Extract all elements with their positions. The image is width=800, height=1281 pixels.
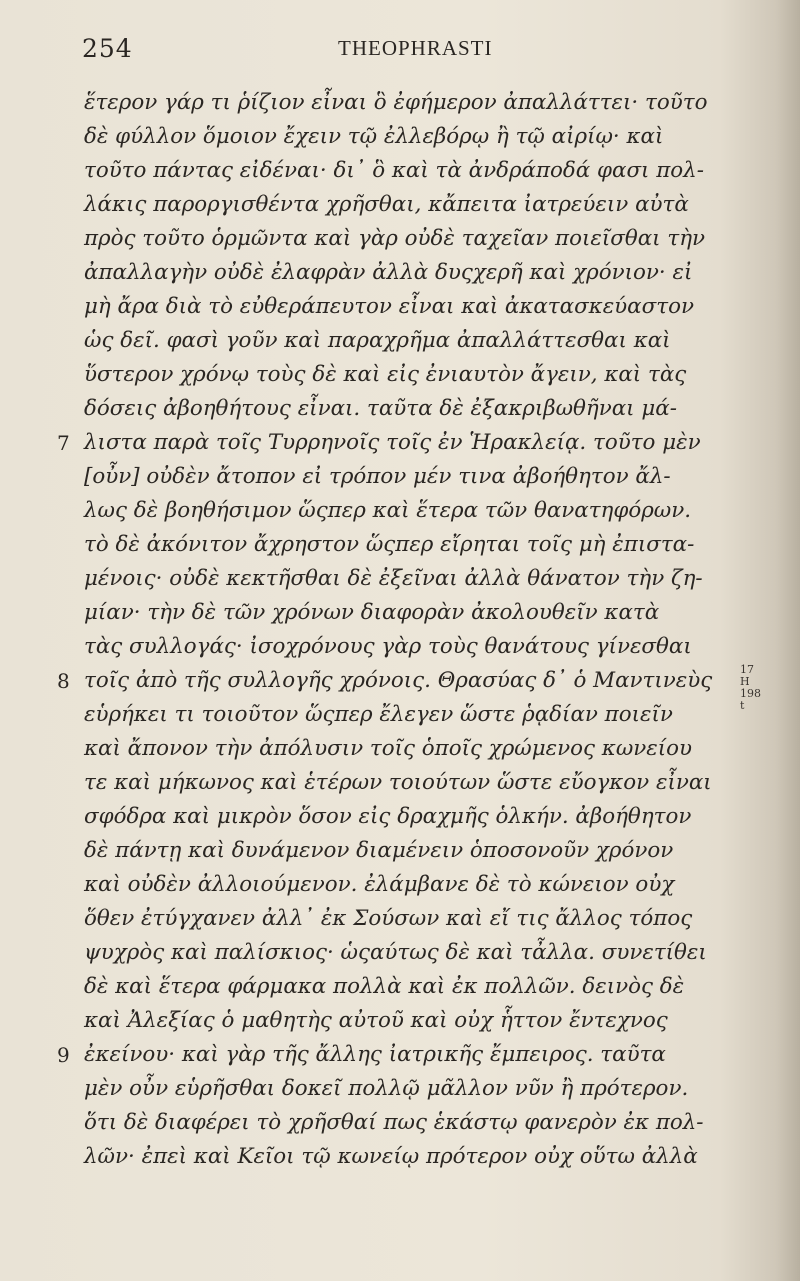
text-line bbox=[84, 562, 770, 596]
text-line bbox=[84, 154, 770, 188]
line-text: ὡς δεῖ. φασὶ γοῦν καὶ παραχρῆμα ἀπαλλάττεσθαι καὶ bbox=[84, 328, 671, 353]
running-head bbox=[82, 34, 722, 70]
text-line bbox=[84, 970, 770, 1004]
page-number: 254 bbox=[82, 34, 133, 63]
margin-reference-line: 17 H bbox=[740, 663, 754, 688]
text-line bbox=[84, 324, 770, 358]
text-line bbox=[84, 494, 770, 528]
text-line bbox=[84, 630, 770, 664]
line-text: ἀπαλλαγὴν οὐδὲ ἐλαφρὰν ἀλλὰ δυςχερῆ καὶ χρόνιον· εἰ bbox=[84, 260, 693, 285]
line-text: δὲ φύλλον ὅμοιον ἔχειν τῷ ἐλλεβόρῳ ἢ τῷ αἰρίῳ· καὶ bbox=[84, 124, 664, 149]
text-line bbox=[84, 936, 770, 970]
text-line bbox=[84, 800, 770, 834]
line-text: λως δὲ βοηθήσιμον ὥςπερ καὶ ἕτερα τῶν θανατηφόρων. bbox=[84, 498, 692, 523]
text-line bbox=[57, 1038, 770, 1072]
line-text: μὲν οὖν εὑρῆσθαι δοκεῖ πολλῷ μᾶλλον νῦν ἢ πρότερον. bbox=[84, 1076, 689, 1101]
text-line bbox=[84, 868, 770, 902]
text-line bbox=[84, 358, 770, 392]
text-line bbox=[84, 1140, 770, 1174]
line-text: ὅθεν ἐτύγχανεν ἀλλ᾽ ἐκ Σούσων καὶ εἴ τις ἄλλος τόπος bbox=[84, 906, 693, 931]
line-text: καὶ οὐδὲν ἀλλοιούμενον. ἐλάμβανε δὲ τὸ κώνειον οὐχ bbox=[84, 872, 675, 897]
line-text: μένοις· οὐδὲ κεκτῆσθαι δὲ ἐξεῖναι ἀλλὰ θάνατον τὴν ζη- bbox=[84, 566, 703, 591]
text-line bbox=[84, 1072, 770, 1106]
text-line bbox=[84, 222, 770, 256]
text-line bbox=[84, 188, 770, 222]
line-text: ψυχρὸς καὶ παλίσκιος· ὡςαύτως δὲ καὶ τἆλλα. συνετίθει bbox=[84, 940, 707, 965]
text-line bbox=[84, 902, 770, 936]
line-text: τε καὶ μήκωνος καὶ ἑτέρων τοιούτων ὥστε εὔογκον εἶναι bbox=[84, 770, 712, 795]
text-line bbox=[84, 766, 770, 800]
text-line bbox=[84, 120, 770, 154]
line-text: τοῖς ἀπὸ τῆς συλλογῆς χρόνοις. Θρασύας δ᾽ ὁ Μαντινεὺς bbox=[84, 668, 713, 693]
text-line bbox=[57, 426, 770, 460]
line-text: καὶ Ἀλεξίας ὁ μαθητὴς αὐτοῦ καὶ οὐχ ἧττον ἔντεχνος bbox=[84, 1008, 668, 1033]
line-text: σφόδρα καὶ μικρὸν ὅσον εἰς δραχμῆς ὁλκήν. ἀβοήθητον bbox=[84, 804, 692, 829]
text-line bbox=[84, 528, 770, 562]
section-number: 8 bbox=[57, 669, 70, 693]
section-number: 9 bbox=[57, 1043, 70, 1067]
text-line bbox=[84, 290, 770, 324]
line-text: ἐκείνου· καὶ γὰρ τῆς ἄλλης ἰατρικῆς ἔμπειρος. ταῦτα bbox=[84, 1042, 666, 1067]
line-text: δόσεις ἀβοηθήτους εἶναι. ταῦτα δὲ ἐξακριβωθῆναι μά- bbox=[84, 396, 677, 421]
text-line bbox=[84, 834, 770, 868]
line-text: τοῦτο πάντας εἰδέναι· δι᾽ ὃ καὶ τὰ ἀνδράποδά φασι πολ- bbox=[84, 158, 704, 183]
text-line bbox=[84, 1106, 770, 1140]
line-text: πρὸς τοῦτο ὁρμῶντα καὶ γὰρ οὐδὲ ταχεῖαν ποιεῖσθαι τὴν bbox=[84, 226, 706, 251]
greek-text-body bbox=[57, 86, 770, 1174]
line-text: δὲ καὶ ἕτερα φάρμακα πολλὰ καὶ ἐκ πολλῶν. δεινὸς δὲ bbox=[84, 974, 685, 999]
text-line bbox=[57, 664, 770, 698]
line-text: τὰς συλλογάς· ἰσοχρόνους γὰρ τοὺς θανάτους γίνεσθαι bbox=[84, 634, 692, 659]
line-text: ἕτερον γάρ τι ῥίζιον εἶναι ὃ ἐφήμερον ἀπαλλάττει· τοῦτο bbox=[84, 90, 708, 115]
margin-reference bbox=[740, 664, 764, 712]
line-text: μὴ ἄρα διὰ τὸ εὐθεράπευτον εἶναι καὶ ἀκατασκεύαστον bbox=[84, 294, 694, 319]
text-line bbox=[84, 392, 770, 426]
text-line bbox=[84, 596, 770, 630]
text-line bbox=[84, 732, 770, 766]
line-text: λῶν· ἐπεὶ καὶ Κεῖοι τῷ κωνείῳ πρότερον οὐχ οὕτω ἀλλὰ bbox=[84, 1144, 698, 1169]
margin-reference-line: 198 t bbox=[740, 687, 761, 712]
line-text: εὑρήκει τι τοιοῦτον ὥςπερ ἔλεγεν ὥστε ῥᾳδίαν ποιεῖν bbox=[84, 702, 673, 727]
line-text: ὕστερον χρόνῳ τοὺς δὲ καὶ εἰς ἐνιαυτὸν ἄγειν, καὶ τὰς bbox=[84, 362, 687, 387]
line-text: λιστα παρὰ τοῖς Τυρρηνοῖς τοῖς ἐν Ἡρακλείᾳ. τοῦτο μὲν bbox=[84, 430, 701, 455]
line-text: λάκις παροργισθέντα χρῆσθαι, κἄπειτα ἰατρεύειν αὐτὰ bbox=[84, 192, 689, 217]
text-line bbox=[84, 256, 770, 290]
line-text: τὸ δὲ ἀκόνιτον ἄχρηστον ὥςπερ εἴρηται τοῖς μὴ ἐπιστα- bbox=[84, 532, 695, 557]
text-line bbox=[84, 1004, 770, 1038]
line-text: ὅτι δὲ διαφέρει τὸ χρῆσθαί πως ἑκάστῳ φανερὸν ἐκ πολ- bbox=[84, 1110, 704, 1135]
text-line bbox=[84, 86, 770, 120]
line-text: δὲ πάντῃ καὶ δυνάμενον διαμένειν ὁποσονοῦν χρόνον bbox=[84, 838, 674, 863]
text-line bbox=[84, 698, 770, 732]
line-text: μίαν· τὴν δὲ τῶν χρόνων διαφορὰν ἀκολουθεῖν κατὰ bbox=[84, 600, 660, 625]
section-number: 7 bbox=[57, 431, 70, 455]
text-line bbox=[84, 460, 770, 494]
line-text: [οὖν] οὐδὲν ἄτοπον εἰ τρόπον μέν τινα ἀβοήθητον ἄλ- bbox=[84, 464, 671, 489]
line-text: καὶ ἄπονον τὴν ἀπόλυσιν τοῖς ὁποῖς χρώμενος κωνείου bbox=[84, 736, 693, 761]
running-title: THEOPHRASTI bbox=[338, 36, 493, 60]
